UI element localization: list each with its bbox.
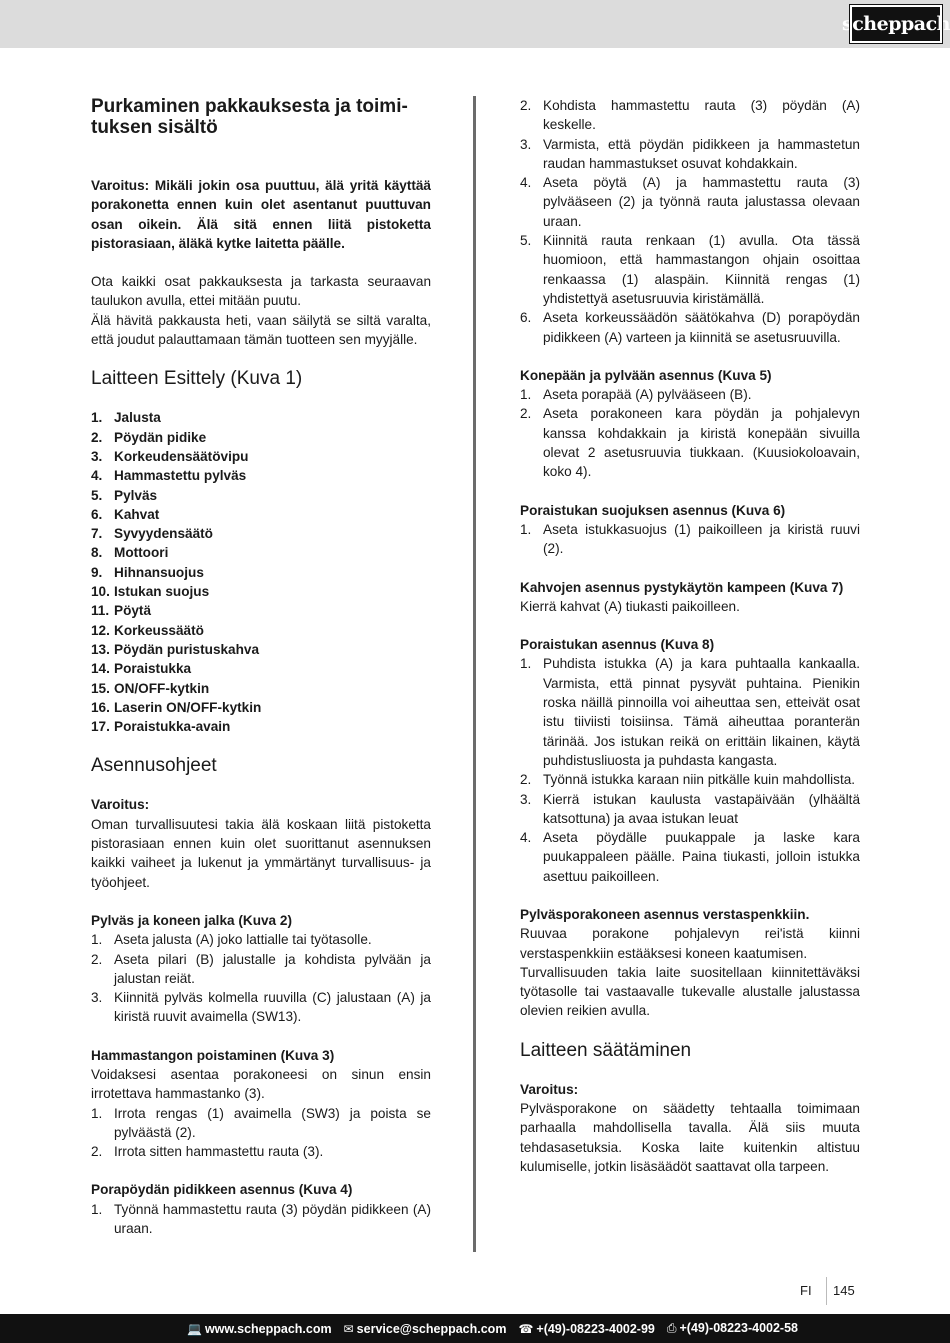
list-item: 10. Istukan suojus <box>91 584 210 600</box>
list-item: 4. Aseta pöytä (A) ja hammastettu rauta (3) pylvääseen (2) ja työnnä rauta jalustassa olevaan uraan. <box>520 175 860 229</box>
list-item: 16. Laserin ON/OFF-kytkin <box>91 699 262 715</box>
page-number: 145 <box>833 1283 855 1298</box>
guard-steps <box>520 520 860 559</box>
list-item: 3. Korkeudensäätövipu <box>91 448 249 464</box>
heading-pillar: Pylväs ja koneen jalka (Kuva 2) <box>91 912 292 928</box>
list-item: 1. Aseta porapää (A) pylvääseen (B). <box>520 387 752 403</box>
list-item: 5. Pylväs <box>91 487 158 503</box>
rack-steps <box>91 1104 431 1162</box>
adjust-warning-label: Varoitus: <box>520 1081 579 1097</box>
list-item: 13. Pöydän puristuskahva <box>91 641 260 657</box>
heading-chuck: Poraistukan asennus (Kuva 8) <box>520 637 715 653</box>
heading-unpacking: Purkaminen pakkauksesta ja toimi-tuksen sisältö <box>91 96 408 138</box>
heading-adjustment: Laitteen säätäminen <box>520 1039 692 1061</box>
list-item: 3. Kierrä istukan kaulusta vastapäivään (ylhäältä katsottuna) ja avaa istukan leuat <box>520 791 860 826</box>
page-info-separator <box>826 1277 827 1305</box>
list-item: 17. Poraistukka-avain <box>91 719 231 735</box>
list-item: 2. Aseta pilari (B) jalustalle ja kohdista pylvään ja jalustan reiät. <box>91 951 431 986</box>
list-item: 2. Pöydän pidike <box>91 429 207 445</box>
list-item: 2. Työnnä istukka karaan niin pitkälle kuin mahdollista. <box>520 772 856 788</box>
heading-bench: Pylväsporakoneen asennus verstaspenkkiin. <box>520 906 810 922</box>
list-item: 4. Aseta pöydälle puukappale ja laske kara puukappaleen päälle. Paina tiukasti, jolloin istukka asettuu paikoilleen. <box>520 830 860 884</box>
rack-paragraph: Voidaksesi asentaa porakoneesi on sinun ensin irrotettava hammastanko (3). <box>91 1066 431 1102</box>
scheppach-logo <box>842 5 950 43</box>
heading-chuck-guard: Poraistukan suojuksen asennus (Kuva 6) <box>520 502 786 518</box>
bench-paragraph-1: Ruuvaa porakone pohjalevyn rei'istä kiinni verstaspenkkiin estääksesi koneen kaatumisen. <box>520 926 860 961</box>
list-item: 1. Aseta istukkasuojus (1) paikoilleen ja kiristä ruuvi (2). <box>520 521 860 557</box>
left-column <box>91 96 431 1238</box>
footer-bar <box>0 1314 950 1343</box>
heading-table-holder: Porapöydän pidikkeen asennus (Kuva 4) <box>91 1182 353 1198</box>
logo-text: scheppach <box>842 13 950 35</box>
pillar-steps <box>91 930 431 1026</box>
list-item: 1. Irrota rengas (1) avaimella (SW3) ja poista se pylväästä (2). <box>91 1105 431 1140</box>
heading-head-pillar: Konepään ja pylvään asennus (Kuva 5) <box>520 367 772 383</box>
install-warning-label: Varoitus: <box>91 797 150 813</box>
header-bar <box>0 0 950 48</box>
unpack-paragraph-2: Älä hävitä pakkausta heti, vaan säilytä se siltä varalta, että joudut palauttamaan tämän tuotteen sen myyjälle. <box>91 312 431 348</box>
list-item: 2. Aseta porakoneen kara pöydän ja pohjalevyn kanssa kohdakkain ja kiristä konepään sivuilla olevat 2 asetusruuvia tiukkaan. (Kuusiokoloavain, koko 4). <box>520 406 860 480</box>
list-item: 12. Korkeussäätö <box>91 622 204 638</box>
parts-list <box>91 408 431 736</box>
list-item: 3. Varmista, että pöydän pidikkeen ja hammastetun raudan hammastukset osuvat kohdakkain. <box>520 136 860 171</box>
website-contact[interactable]: 💻 www.scheppach.com <box>187 1321 332 1336</box>
computer-icon: 💻 <box>187 1321 202 1336</box>
column-divider <box>473 96 476 1252</box>
phone-contact: ☎ +(49)-08223-4002-99 <box>518 1321 655 1336</box>
email-contact[interactable]: ✉ service@scheppach.com <box>343 1321 507 1336</box>
list-item: 15. ON/OFF-kytkin <box>91 680 210 696</box>
fax-contact: ⎙ +(49)-08223-4002-58 <box>666 1321 798 1335</box>
chuck-steps <box>520 654 860 886</box>
heading-rack: Hammastangon poistaminen (Kuva 3) <box>91 1047 335 1063</box>
heading-handles: Kahvojen asennus pystykäytön kampeen (Kuva 7) <box>520 579 844 595</box>
language-code: FI <box>800 1283 812 1298</box>
list-item: 5. Kiinnitä rauta renkaan (1) avulla. Ota tässä huomioon, että hammastangon ohjain osoittaa renkaassa (1) alaspäin. Kiinnitä rengas (1) yhdistettyä asetusruuvia kiristämällä. <box>520 233 860 306</box>
unpack-warning: Varoitus: Mikäli jokin osa puuttuu, älä yritä käyttää porakonetta ennen kuin olet asentanut puuttuvan osan oikein. Älä sitä ennen liitä pistoketta pistorasiaan, äläkä kytke laitetta päälle. <box>91 178 431 251</box>
unpack-paragraph-1: Ota kaikki osat pakkauksesta ja tarkasta seuraavan taulukon avulla, ettei mitään puutu. <box>91 274 431 309</box>
list-item: 14. Poraistukka <box>91 661 192 677</box>
bench-paragraph-2: Turvallisuuden takia laite suositellaan kiinnitettäväksi työtasolle tai vastaavalle tukevalle alustalle jalustassa olevien reikien avulla. <box>520 964 860 1019</box>
list-item: 7. Syvyydensäätö <box>91 526 213 542</box>
heading-device-intro: Laitteen Esittely (Kuva 1) <box>91 368 303 390</box>
list-item: 4. Hammastettu pylväs <box>91 468 247 484</box>
fax-icon: ⎙ <box>666 1321 677 1335</box>
phone-icon: ☎ <box>518 1321 534 1336</box>
handles-paragraph: Kierrä kahvat (A) tiukasti paikoilleen. <box>520 598 740 614</box>
list-item: 1. Työnnä hammastettu rauta (3) pöydän pidikkeen (A) uraan. <box>91 1201 431 1237</box>
heading-installation: Asennusohjeet <box>91 755 217 777</box>
list-item: 1. Jalusta <box>91 410 161 426</box>
table-steps-continued <box>520 96 860 347</box>
list-item: 6. Aseta korkeussäädön säätökahva (D) porapöydän pidikkeen (A) varteen ja kiinnitä se asetusruuvilla. <box>520 310 860 345</box>
head-steps <box>520 385 860 481</box>
list-item: 8. Mottoori <box>91 545 169 561</box>
table-steps <box>91 1200 431 1239</box>
list-item: 9. Hihnansuojus <box>91 564 204 580</box>
list-item: 1. Aseta jalusta (A) joko lattialle tai työtasolle. <box>91 932 372 948</box>
list-item: 3. Kiinnitä pylväs kolmella ruuvilla (C) jalustaan (A) ja kiristä ruuvit avaimella (SW13). <box>91 990 431 1025</box>
right-column <box>520 96 860 1176</box>
list-item: 11. Pöytä <box>91 603 152 619</box>
list-item: 6. Kahvat <box>91 506 160 522</box>
envelope-icon: ✉ <box>343 1321 354 1336</box>
adjust-paragraph: Pylväsporakone on säädetty tehtaalla toimimaan parhaalla mahdollisella tavalla. Älä siis muuta tehdasasetuksia. Koska laite kuitenkin altistuu kulumiselle, jotkin lisäsäädöt saattavat olla tarpeen. <box>520 1101 860 1174</box>
list-item: 2. Kohdista hammastettu rauta (3) pöydän (A) keskelle. <box>520 98 860 133</box>
install-warning: Oman turvallisuutesi takia älä koskaan liitä pistoketta pistorasiaan ennen kuin olet suorittanut asennuksen kaikki vaiheet ja lukenut ja ymmärtänyt turvallisuus- ja työohjeet. <box>91 816 431 890</box>
list-item: 1. Puhdista istukka (A) ja kara puhtaalla kankaalla. Varmista, että pinnat pysyvät puhtaina. Pienikin roska näillä pinnoilla voi aiheuttaa sen, etteivät osat istu tiiviisti toisiinsa. Tämä aiheuttaa poranterän tärinää. Jos istukan reikä on erittäin likainen, käytä puhdistusliuosta ja puhdasta kangasta. <box>520 656 860 768</box>
list-item: 2. Irrota sitten hammastettu rauta (3). <box>91 1144 324 1160</box>
